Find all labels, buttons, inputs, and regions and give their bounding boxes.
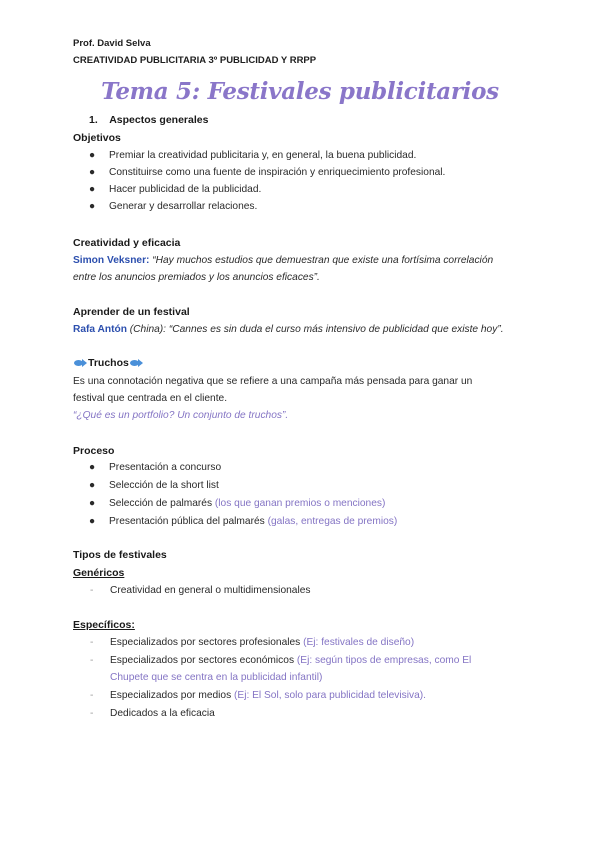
- list-item: - Especializados por sectores profesionales (Ej: festivales de diseño): [90, 637, 415, 648]
- list-item: ● Generar y desarrollar relaciones.: [89, 201, 258, 212]
- genericos-heading: Genéricos: [73, 567, 125, 579]
- aprender-quote: Rafa Antón (China): “Cannes es sin duda el curso más intensivo de publicidad que existe hoy”.: [73, 324, 504, 335]
- creatividad-heading: Creatividad y eficacia: [73, 237, 181, 249]
- section-heading: [89, 114, 208, 126]
- section-number: 1.: [89, 114, 98, 126]
- list-item: - Creatividad en general o multidimensionales: [90, 585, 311, 596]
- list-item: ● Constituirse como una fuente de inspiración y enriquecimiento profesional.: [89, 167, 446, 178]
- aprender-heading: Aprender de un festival: [73, 306, 190, 318]
- proceso-heading: Proceso: [73, 445, 115, 457]
- list-item: ● Presentación a concurso: [89, 462, 222, 473]
- especificos-heading: Específicos:: [73, 619, 135, 631]
- objetivos-heading: Objetivos: [73, 132, 121, 144]
- creatividad-quote: Simon Veksner: “Hay muchos estudios que demuestran que existe una fortísima correlación entre los anuncios premiados y los anuncios eficaces”.: [73, 255, 494, 283]
- list-item: ● Premiar la creatividad publicitaria y, en general, la buena publicidad.: [89, 150, 417, 161]
- list-item: - Especializados por sectores económicos (Ej: según tipos de empresas, como El Chupete que se centra en la publicidad infantil): [90, 655, 472, 683]
- quote-author: Simon Veksner:: [73, 255, 150, 266]
- quote-author: Rafa Antón: [73, 324, 127, 335]
- fish-icon: [74, 359, 87, 367]
- tipos-heading: Tipos de festivales: [73, 549, 167, 561]
- list-item: ● Selección de la short list: [89, 480, 219, 491]
- list-item: ● Selección de palmarés (los que ganan premios o menciones): [89, 498, 386, 509]
- page-title: Tema 5: Festivales publicitarios: [101, 78, 499, 105]
- list-item: - Especializados por medios (Ej: El Sol, solo para publicidad televisiva).: [90, 690, 426, 701]
- section-title: Aspectos generales: [109, 114, 209, 126]
- list-item: ● Hacer publicidad de la publicidad.: [89, 184, 262, 195]
- truchos-text: Es una connotación negativa que se refiere a una campaña más pensada para ganar un festival que centrada en el cliente. “¿Qué es un portfolio? Un conjunto de truchos”.: [73, 376, 473, 421]
- header-author: Prof. David Selva: [73, 38, 151, 49]
- list-item: - Dedicados a la eficacia: [90, 708, 215, 719]
- list-item: ● Presentación pública del palmarés (galas, entregas de premios): [89, 516, 398, 527]
- truchos-heading: Truchos: [73, 357, 144, 369]
- fish-icon: [130, 359, 143, 367]
- truchos-quote: “¿Qué es un portfolio? Un conjunto de truchos”.: [73, 410, 289, 421]
- header-course: CREATIVIDAD PUBLICITARIA 3º PUBLICIDAD Y RRPP: [73, 55, 317, 66]
